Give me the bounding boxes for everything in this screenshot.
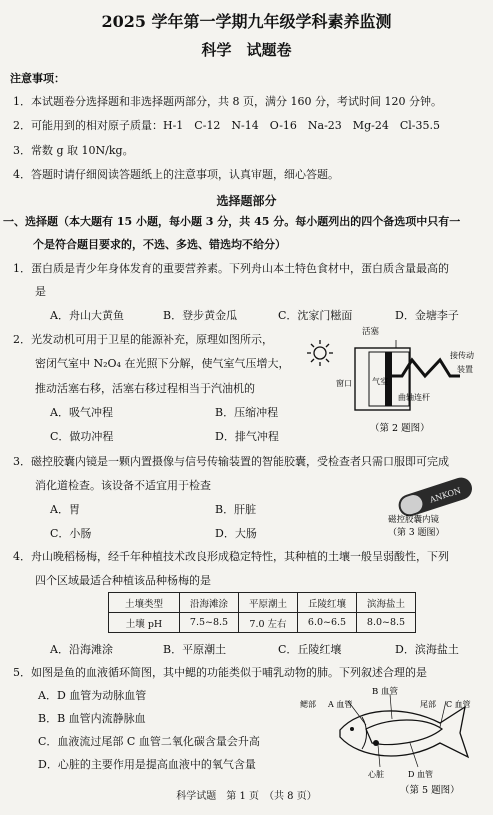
q5-caption: （第 5 题图）	[400, 785, 460, 796]
capsule-text: ANKON	[428, 486, 462, 505]
q1-stem: 是	[35, 285, 46, 298]
q5-option: D．心脏的主要作用是提高血液中的氧气含量	[38, 758, 256, 771]
table-cell: 滨海盐土	[357, 593, 416, 613]
a-vessel-label: A 血管	[328, 700, 353, 709]
q2-stem: 推动活塞右移，活塞右移过程相当于汽油机的	[35, 382, 255, 395]
sun-icon	[307, 340, 333, 366]
exam-title: 2025 学年第一学期九年级学科素养监测	[101, 12, 392, 31]
q4-option: B．平原潮土	[163, 643, 227, 656]
driven-label: 装置	[457, 365, 473, 374]
section-intro: 一、选择题（本大题有 15 小题，每小题 3 分，共 45 分。每小题列出的四个备选项中只有一	[3, 215, 461, 228]
table-cell: 土壤类型	[109, 593, 180, 613]
q2-caption: （第 2 题图）	[370, 423, 430, 434]
q1-option: A．舟山大黄鱼	[50, 309, 124, 322]
gill-line	[362, 717, 367, 749]
q5-figure	[300, 685, 490, 800]
section-title: 选择题部分	[216, 194, 277, 208]
q2-option: C．做功冲程	[50, 430, 114, 443]
driven-label: 接传动	[450, 351, 474, 360]
page-footer: 科学试题 第 1 页 （共 8 页）	[176, 791, 317, 802]
table-cell: 沿海滩涂	[180, 593, 239, 613]
table-row	[109, 613, 416, 633]
q2-option: D．排气冲程	[215, 430, 279, 443]
q3-option: B．肝脏	[215, 503, 257, 516]
chamber-label: 气室	[372, 377, 388, 386]
q4-option: C．丘陵红壤	[278, 643, 342, 656]
gill-label: 鳃部	[300, 700, 316, 709]
q5-option: C．血液流过尾部 C 血管二氧化碳含量会升高	[38, 735, 260, 748]
q3-caption: （第 3 题图）	[388, 528, 445, 538]
q3-option: D．大肠	[215, 527, 257, 540]
q4-option: A．沿海滩涂	[50, 643, 113, 656]
table-row	[109, 593, 416, 613]
table-cell: 7.0 左右	[239, 613, 298, 633]
b-vessel-label: B 血管	[372, 687, 398, 697]
q4-option: D．滨海盐土	[395, 643, 459, 656]
q2-stem: 2．光发动机可用于卫星的能源补充，原理如图所示，	[13, 333, 273, 346]
table-cell: 丘陵红壤	[298, 593, 357, 613]
q2-option: B．压缩冲程	[215, 406, 279, 419]
table-cell: 平原潮土	[239, 593, 298, 613]
fish-eye	[350, 727, 354, 731]
q4-stem: 4．舟山晚稻杨梅，经千年种植技术改良形成稳定特性，其种植的土壤一般呈弱酸性，下列	[13, 550, 449, 563]
q2-figure	[300, 318, 490, 448]
q1-stem: 1．蛋白质是青少年身体发育的重要营养素。下列舟山本土特色食材中，蛋白质含量最高的	[13, 262, 449, 275]
table-cell: 6.0~6.5	[298, 613, 357, 633]
section-intro: 个是符合题目要求的，不选、多选、错选均不给分）	[33, 238, 286, 251]
note-item: 4．答题时请仔细阅读答题纸上的注意事项，认真审题，细心答题。	[13, 168, 339, 181]
q1-option: C．沈家门糍面	[278, 309, 353, 322]
table-cell: 7.5~8.5	[180, 613, 239, 633]
q5-option: B．B 血管内流静脉血	[38, 712, 146, 725]
q2-option: A．吸气冲程	[50, 406, 113, 419]
q4-stem: 四个区域最适合种植该品种杨梅的是	[35, 574, 211, 587]
q3-option: C．小肠	[50, 527, 92, 540]
notes-heading: 注意事项：	[10, 72, 65, 85]
q3-stem: 消化道检查。该设备不适宜用于检查	[35, 479, 211, 492]
note-item: 2．可能用到的相对原子质量：H-1 C-12 N-14 O-16 Na-23 Mg-24 Cl-35.5	[13, 119, 440, 132]
window-label: 窗口	[336, 379, 352, 388]
capsule-label: 磁控胶囊内镜	[388, 515, 440, 525]
q1-option: D．金塘李子	[395, 309, 459, 322]
q5-option: A．D 血管为动脉血管	[38, 689, 147, 702]
exam-subtitle: 科学 试题卷	[201, 41, 292, 59]
crank-rod	[392, 360, 460, 376]
soil-table	[108, 592, 416, 633]
note-item: 3．常数 g 取 10N/kg。	[13, 144, 134, 157]
q3-figure	[385, 470, 490, 538]
q3-option: A．胃	[50, 503, 80, 516]
q1-option: B．登步黄金瓜	[163, 309, 238, 322]
d-vessel-label: D 血管	[408, 770, 433, 779]
table-cell: 8.0~8.5	[357, 613, 416, 633]
heart-label: 心脏	[368, 770, 384, 779]
capsule-image	[396, 475, 475, 519]
q2-stem: 密闭气室中 N₂O₄ 在光照下分解，使气室气压增大，	[35, 357, 290, 370]
piston-label: 活塞	[362, 327, 380, 337]
table-cell: 土壤 pH	[109, 613, 180, 633]
q3-stem: 3．磁控胶囊内镜是一颗内置摄像与信号传输装置的智能胶囊，受检查者只需口服即可完成	[13, 455, 449, 468]
crank-label: 曲轴连杆	[398, 393, 430, 402]
q5-stem: 5．如图是鱼的血液循环简图，其中鳃的功能类似于哺乳动物的肺。下列叙述合理的是	[13, 666, 427, 679]
c-vessel-label: C 血管	[446, 700, 471, 709]
tail-label: 尾部	[420, 700, 436, 709]
fish-outline	[340, 707, 468, 757]
note-item: 1．本试题卷分选择题和非选择题两部分，共 8 页，满分 160 分，考试时间 120 分钟。	[13, 95, 442, 108]
